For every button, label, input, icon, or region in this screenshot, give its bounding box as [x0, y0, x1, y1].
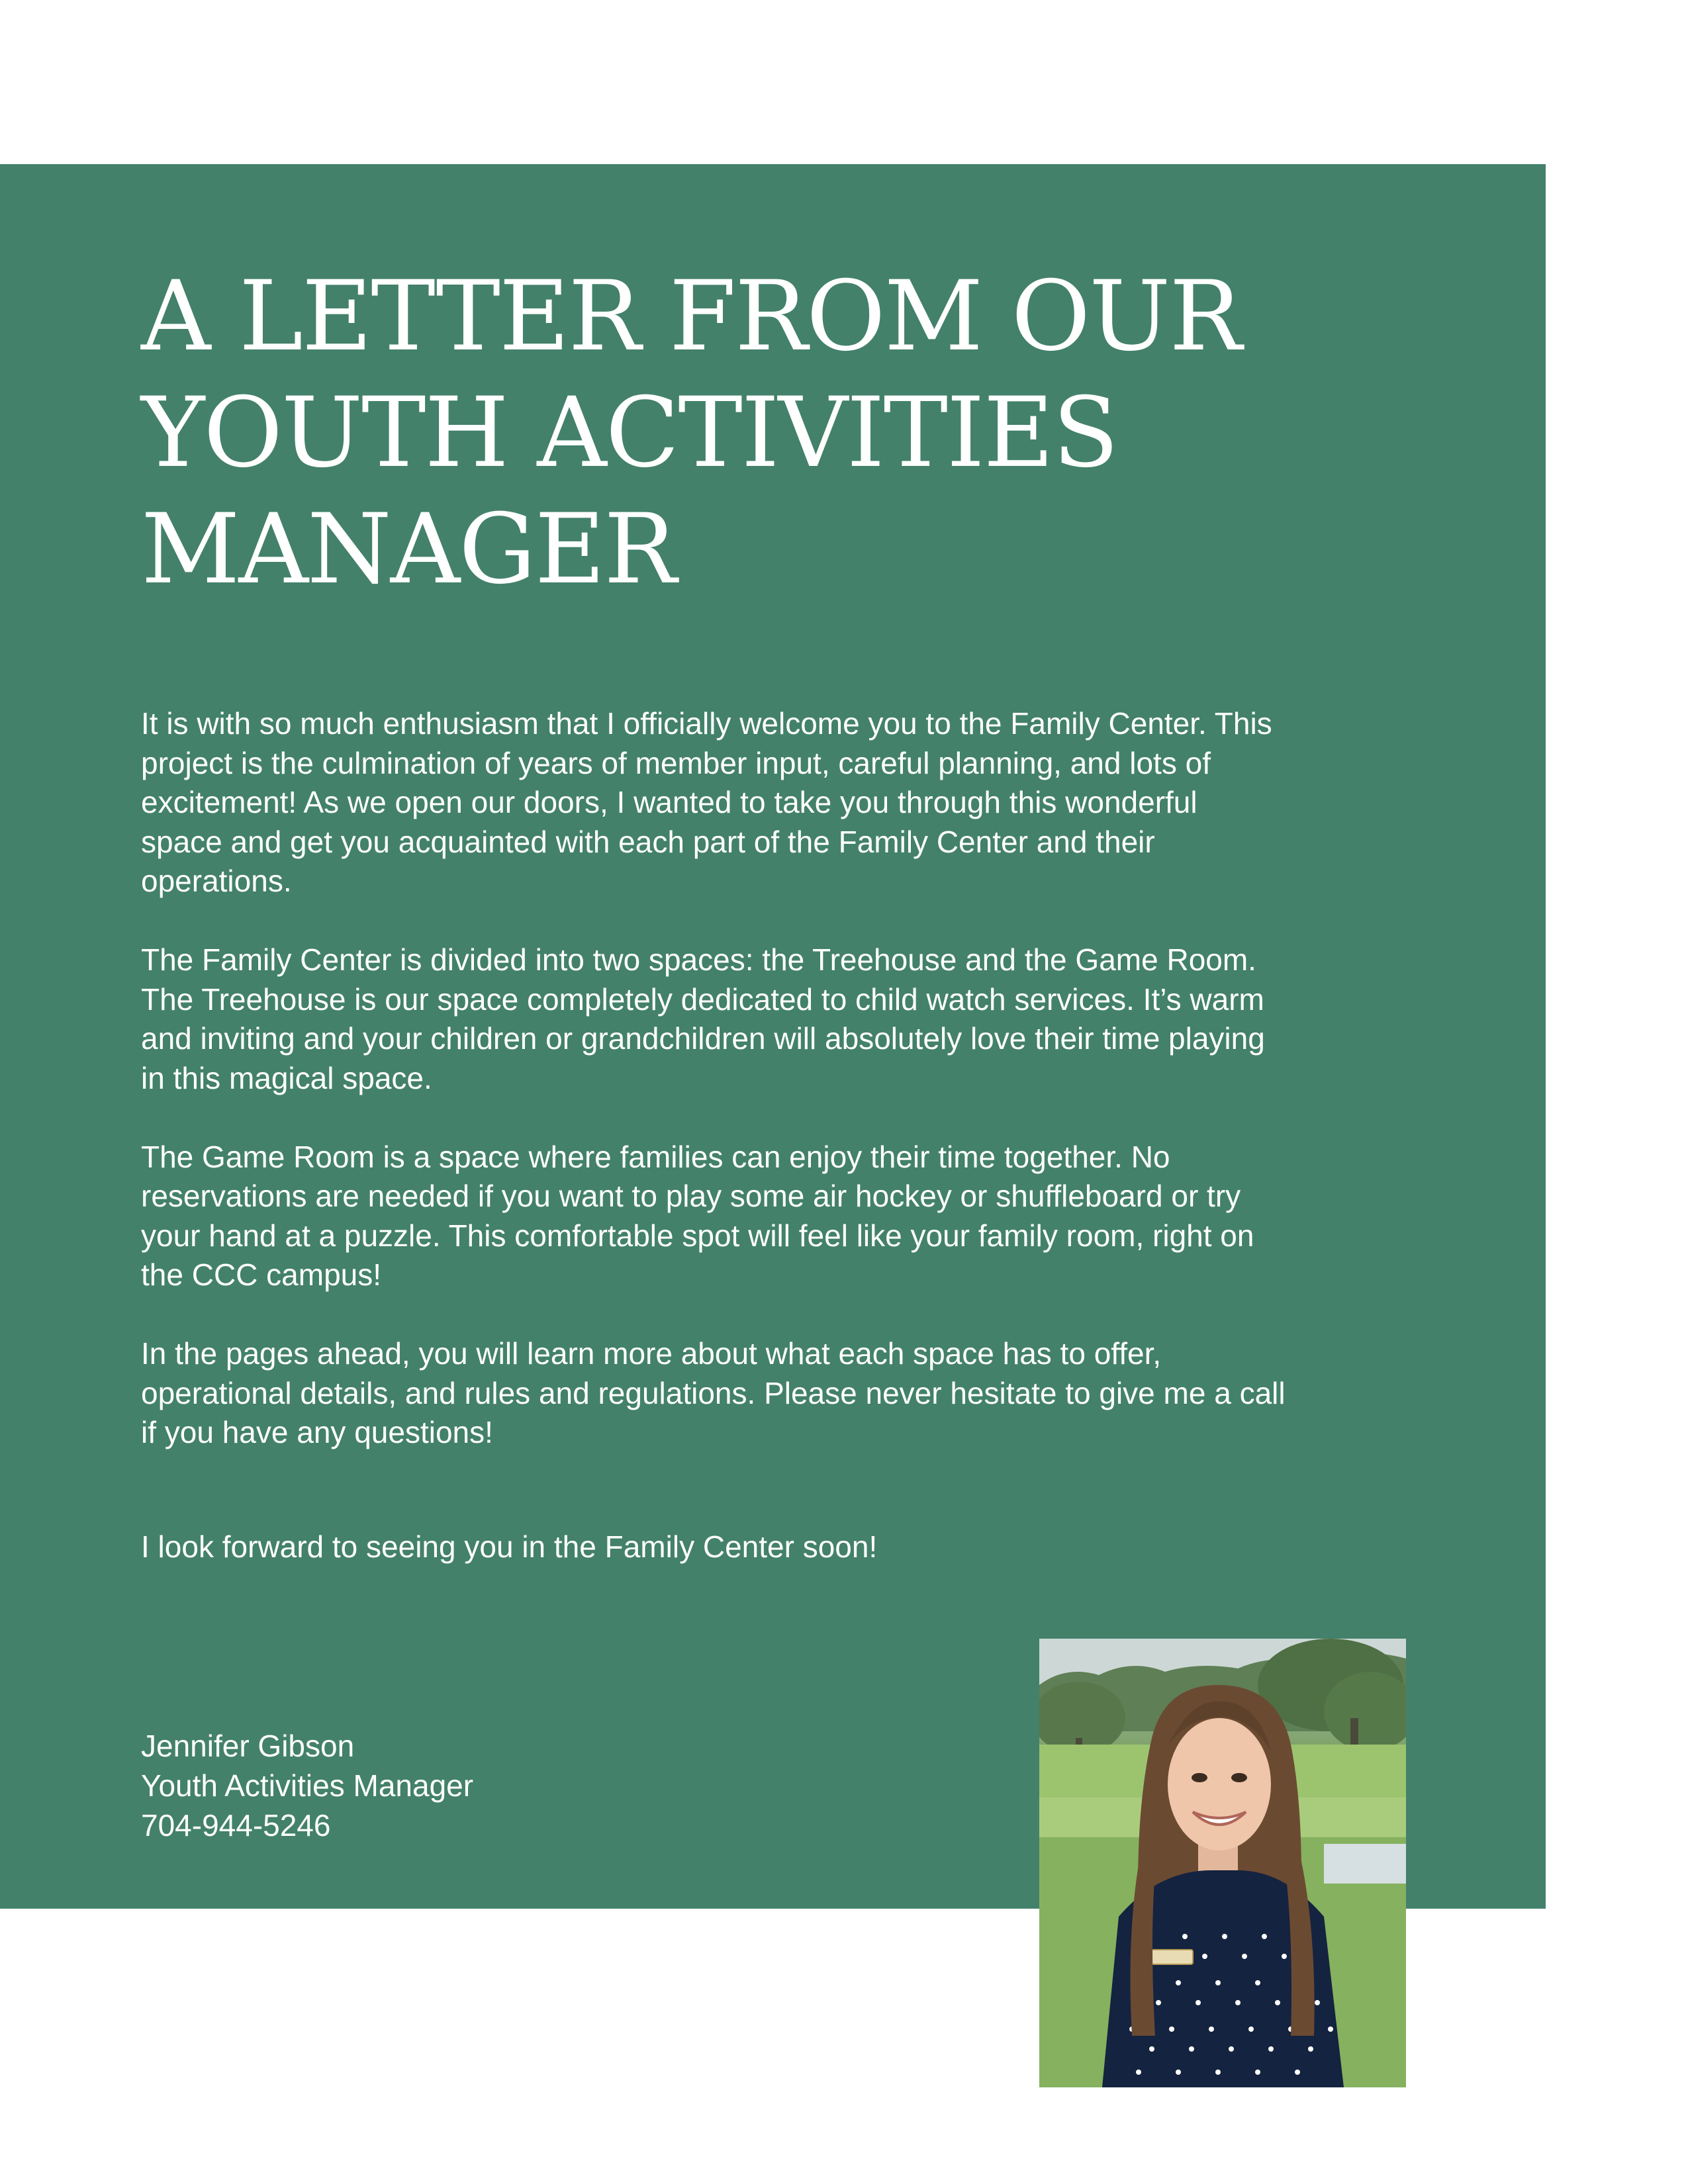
- title-line: MANAGER: [141, 493, 676, 606]
- text-line: The Game Room is a space where families can enjoy their time together. No: [141, 1139, 1170, 1174]
- letter-body: [141, 704, 1465, 1453]
- text-line: your hand at a puzzle. This comfortable spot will feel like your family room, right on: [141, 1218, 1254, 1253]
- letter-paragraph-game-room: [141, 1138, 1465, 1295]
- portrait-photo: [1039, 1639, 1406, 2087]
- letter-closing: I look forward to seeing you in the Family Center soon!: [141, 1529, 878, 1564]
- text-line: reservations are needed if you want to play some air hockey or shuffleboard or try: [141, 1179, 1241, 1213]
- signature-block: [141, 1726, 473, 1845]
- letter-paragraph-pages-ahead: [141, 1334, 1465, 1453]
- text-line: the CCC campus!: [141, 1257, 382, 1292]
- signature-phone: 704-944-5246: [141, 1808, 331, 1843]
- letter-paragraph-treehouse: [141, 940, 1465, 1098]
- text-line: and inviting and your children or grandchildren will absolutely love their time playing: [141, 1021, 1265, 1056]
- signature-name: Jennifer Gibson: [141, 1729, 355, 1763]
- text-line: The Treehouse is our space completely dedicated to child watch services. It’s warm: [141, 981, 1264, 1017]
- signature-role: Youth Activities Manager: [141, 1768, 474, 1803]
- letter-paragraph-welcome: [141, 704, 1465, 901]
- text-line: project is the culmination of years of member input, careful planning, and lots of: [141, 745, 1211, 780]
- text-line: The Family Center is divided into two spaces: the Treehouse and the Game Room.: [141, 942, 1256, 977]
- text-line: It is with so much enthusiasm that I officially welcome you to the Family Center. This: [141, 706, 1272, 741]
- text-line: operational details, and rules and regulations. Please never hesitate to give me a call: [141, 1375, 1286, 1410]
- text-line: space and get you acquainted with each part of the Family Center and their: [141, 824, 1155, 859]
- text-line: in this magical space.: [141, 1060, 432, 1095]
- text-line: operations.: [141, 864, 292, 898]
- text-line: In the pages ahead, you will learn more about what each space has to offer,: [141, 1336, 1162, 1371]
- title-line: YOUTH ACTIVITIES: [141, 377, 1118, 489]
- text-line: excitement! As we open our doors, I wanted to take you through this wonderful: [141, 785, 1197, 819]
- text-line: if you have any questions!: [141, 1415, 493, 1449]
- title-line: A LETTER FROM OUR: [141, 260, 1241, 373]
- page-title: [141, 258, 1465, 608]
